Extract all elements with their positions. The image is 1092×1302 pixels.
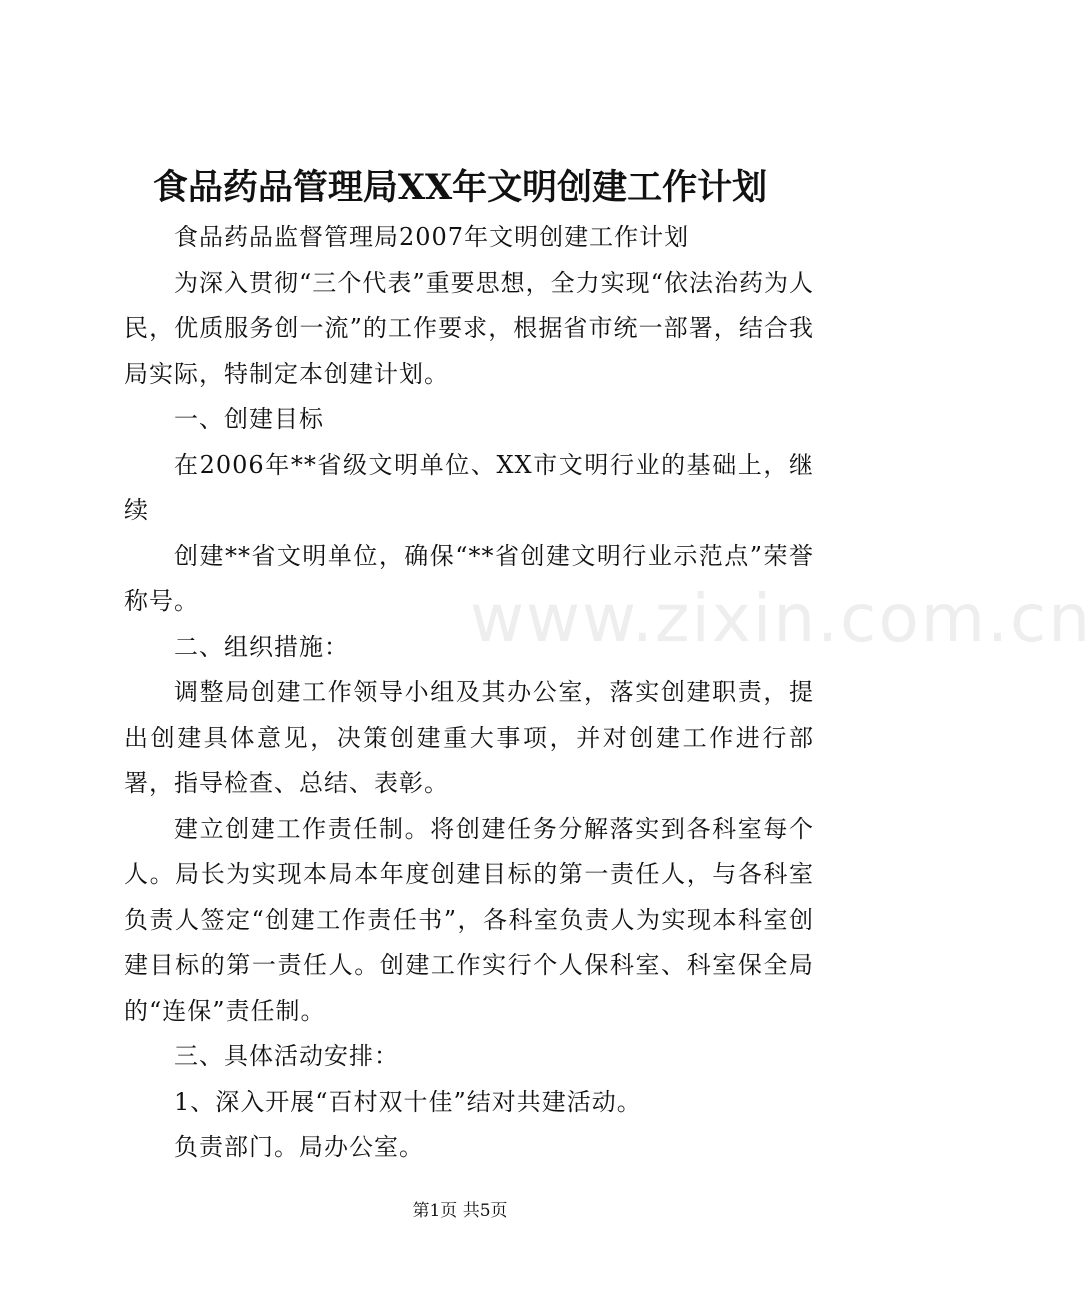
page-footer: 第1页 共5页 xyxy=(412,1201,508,1221)
paragraph-goals-1: 在2006年**省级文明单位、XX市文明行业的基础上，继续 xyxy=(124,450,814,524)
watermark: www.zixin.com.cn xyxy=(470,580,1092,657)
document-title: 食品药品管理局XX年文明创建工作计划 xyxy=(152,167,768,208)
paragraph-subtitle: 食品药品监督管理局2007年文明创建工作计划 xyxy=(174,223,690,251)
heading-activities: 三、具体活动安排： xyxy=(174,1042,399,1070)
paragraph-activity-1: 1、深入开展“百村双十佳”结对共建活动。 xyxy=(174,1087,642,1116)
paragraph-measures-1: 调整局创建工作领导小组及其办公室，落实创建职责，提出创建具体意见，决策创建重大事项，并对创建工作进行部署，指导检查、总结、表彰。 xyxy=(124,678,814,797)
paragraph-goals-2: 创建**省文明单位，确保“**省创建文明行业示范点”荣誉称号。 xyxy=(124,541,814,615)
heading-measures: 二、组织措施： xyxy=(174,632,349,661)
document-body xyxy=(124,215,814,1171)
paragraph-measures-2: 建立创建工作责任制。将创建任务分解落实到各科室每个人。局长为实现本局本年度创建目标的第一责任人，与各科室负责人签定“创建工作责任书”，各科室负责人为实现本科室创建目标的第一责任人。创建工作实行个人保科室、科室保全局的“连保”责任制。 xyxy=(124,814,814,1025)
paragraph-responsible-dept: 负责部门。局办公室。 xyxy=(174,1133,424,1161)
paragraph-intro: 为深入贯彻“三个代表”重要思想，全力实现“依法治药为人民，优质服务创一流”的工作要求，根据省市统一部署，结合我局实际，特制定本创建计划。 xyxy=(124,268,814,388)
heading-goals: 一、创建目标 xyxy=(174,405,324,433)
